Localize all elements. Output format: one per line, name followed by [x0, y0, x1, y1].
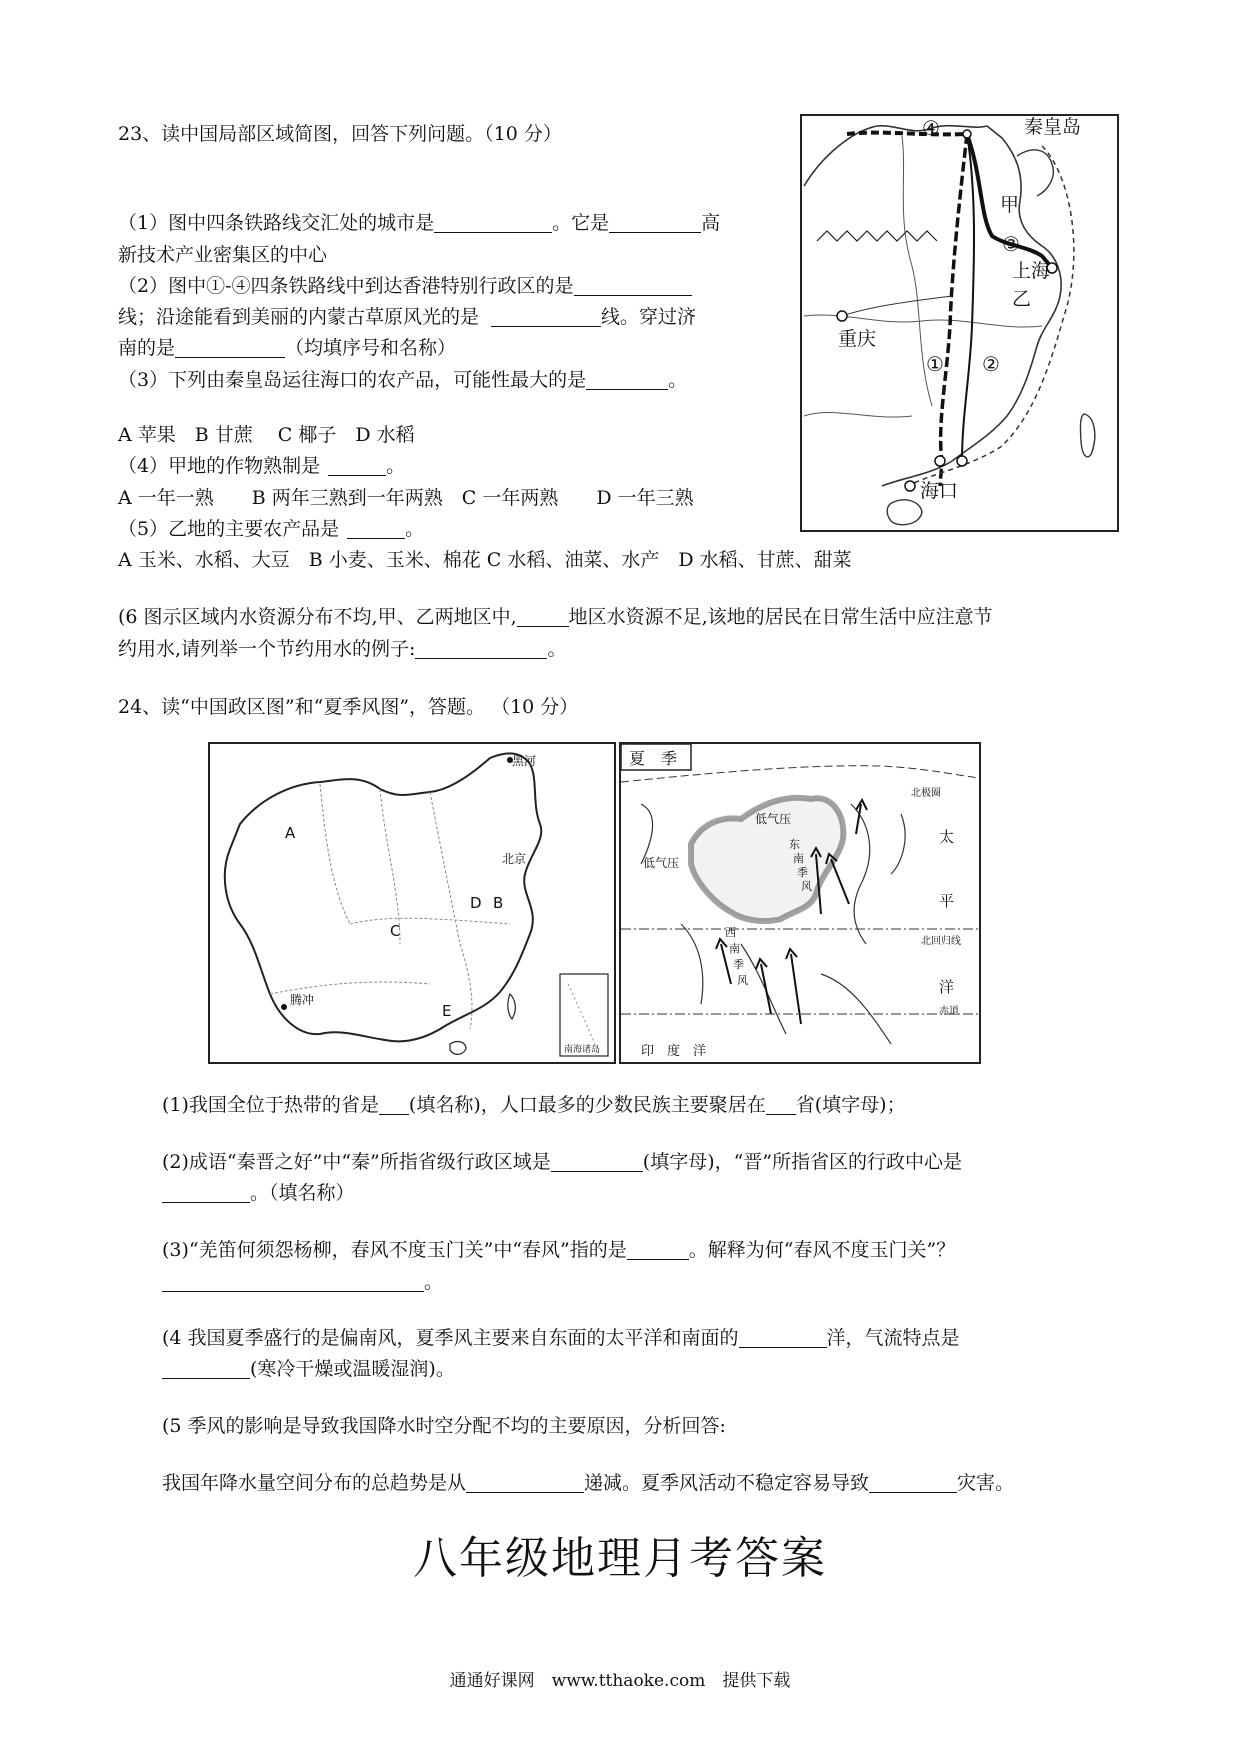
q23-part3 — [118, 366, 687, 394]
q24-part3-line2 — [162, 1268, 443, 1296]
q24-part3-line1 — [162, 1236, 955, 1264]
tengchong-dot — [281, 1004, 287, 1010]
q23-part5-options: A 玉米、水稻、大豆 B 小麦、玉米、棉花 C 水稻、油菜、水产 D 水稻、甘蔗、甜菜 — [118, 549, 852, 571]
q23-part3-options: A 苹果 B 甘蔗 C 椰子 D 水稻 — [118, 424, 415, 446]
label-low-pressure-1: 低气压 — [755, 812, 792, 826]
q24-blank-minority-province[interactable] — [766, 1094, 796, 1115]
great-wall-symbol — [817, 231, 937, 241]
taiwan-outline — [508, 994, 516, 1019]
label-chongqing: 重庆 — [838, 328, 877, 350]
arrow-se-2 — [831, 859, 849, 904]
label-railway-1: ① — [926, 352, 944, 376]
q24-part2-text-b: (填字母)，“晋”所指省区的行政中心是 — [642, 1151, 963, 1173]
taiwan-island — [1080, 414, 1094, 457]
label-railway-3: ③ — [1002, 232, 1020, 256]
label-railway-4: ④ — [922, 116, 940, 140]
railway-branch-chongqing — [842, 296, 952, 316]
q23-blank-zone[interactable] — [609, 212, 701, 233]
label-sw-monsoon-1: 西 — [725, 926, 736, 939]
label-se-monsoon-4: 风 — [801, 880, 812, 893]
city-marker-guangzhou — [935, 456, 945, 466]
q23-header: 23、读中国局部区域简图，回答下列问题。（10 分） — [118, 123, 562, 145]
political-map-drawing — [210, 744, 614, 1062]
label-inset: 南海诸岛 — [564, 1045, 601, 1055]
q23-part6-text-a: (6 图示区域内水资源分布不均,甲、乙两地区中, — [118, 606, 517, 628]
city-marker-kowloon — [957, 456, 967, 466]
q23-part3-text: （3）下列由秦皇岛运往海口的农产品，可能性最大的是 — [118, 369, 587, 391]
liaodong-coast — [1017, 150, 1053, 196]
q24-part2-line1 — [162, 1148, 962, 1176]
label-sw-monsoon-2: 南 — [729, 942, 740, 955]
q24-part3-text-a: (3)“羌笛何须怨杨柳，春风不度玉门关”中“春风”指的是 — [162, 1239, 627, 1261]
q23-blank-product[interactable] — [586, 369, 668, 390]
label-se-monsoon-1: 东 — [789, 838, 800, 851]
label-sw-monsoon-4: 风 — [737, 974, 748, 987]
q23-part6-text-b: 地区水资源不足,该地的居民在日常生活中应注意节 — [568, 606, 993, 628]
hainan-island — [887, 500, 922, 525]
q23-part6-line1 — [118, 603, 993, 631]
q23-part5 — [118, 515, 424, 543]
city-marker-haikou — [905, 481, 915, 491]
q23-blank-hongkong-line[interactable] — [574, 275, 692, 296]
q23-blank-example[interactable] — [415, 638, 547, 659]
label-se-monsoon-2: 南 — [793, 852, 804, 865]
q23-part3-period: 。 — [668, 369, 688, 391]
label-arctic: 北极圈 — [911, 788, 941, 799]
q24-part1-text-a: (1)我国全位于热带的省是 — [162, 1094, 379, 1116]
q24-part4-text-a: (4 我国夏季盛行的是偏南风，夏季风主要来自东面的太平洋和南面的 — [162, 1327, 739, 1349]
q23-part5-period: 。 — [405, 518, 425, 540]
label-indian-ocean: 印 度 洋 — [641, 1044, 707, 1059]
label-shanghai: 上海 — [1012, 260, 1051, 282]
q23-part1-line1 — [118, 209, 720, 237]
page-footer: 通通好课网 www.tthaoke.com 提供下载 — [449, 1671, 791, 1691]
railway-line-4 — [847, 133, 967, 135]
q23-part2-line2 — [118, 303, 696, 331]
monsoon-map — [619, 742, 981, 1064]
label-season: 夏 季 — [629, 749, 678, 768]
arrow-sw-2 — [761, 964, 771, 1014]
label-tengchong: 腾冲 — [290, 993, 315, 1007]
q23-part1-text-a: （1）图中四条铁路线交汇处的城市是 — [118, 212, 435, 234]
q24-blank-qin[interactable] — [551, 1151, 643, 1172]
city-marker-chongqing — [837, 311, 847, 321]
q23-part6-line2 — [118, 635, 566, 663]
label-haikou: 海口 — [920, 480, 959, 502]
q24-part1-text-b: (填名称)，人口最多的少数民族主要聚居在 — [408, 1094, 766, 1116]
q23-part4-text: （4）甲地的作物熟制是 — [118, 455, 321, 477]
label-railway-2: ② — [982, 352, 1000, 376]
q24-blank-spring-wind[interactable] — [627, 1239, 689, 1260]
q23-part2-text-d: 南的是 — [118, 337, 176, 359]
q24-blank-ocean[interactable] — [739, 1327, 827, 1348]
q24-part2-text-a: (2)成语“秦晋之好”中“秦”所指省级行政区域是 — [162, 1151, 551, 1173]
q23-part4-options: A 一年一熟 B 两年三熟到一年两熟 C 一年两熟 D 一年三熟 — [118, 487, 694, 509]
q23-part6-text-c: 约用水,请列举一个节约用水的例子: — [118, 638, 416, 660]
label-pacific-2: 平 — [939, 892, 955, 910]
q23-part5-text: （5）乙地的主要农产品是 — [118, 518, 340, 540]
q23-part2-text-e: （均填序号和名称） — [285, 337, 457, 359]
label-equator: 赤道 — [939, 1006, 959, 1017]
q23-blank-grassland-line[interactable] — [491, 306, 601, 327]
hainan-outline — [450, 1042, 466, 1055]
q24-blank-explanation[interactable] — [162, 1271, 424, 1292]
q23-part2-text-b: 线；沿途能看到美丽的内蒙古草原风光的是 — [118, 306, 480, 328]
label-beijing: 北京 — [502, 852, 527, 866]
political-map — [208, 742, 616, 1064]
label-pacific-1: 太 — [939, 828, 955, 846]
q24-part5: (5 季风的影响是导致我国降水时空分配不均的主要原因，分析回答: — [162, 1415, 726, 1437]
q24-blank-tropical-province[interactable] — [379, 1094, 409, 1115]
label-se-monsoon-3: 季 — [797, 866, 808, 879]
q23-part4 — [118, 452, 405, 480]
q24-part4-text-b: 洋，气流特点是 — [826, 1327, 960, 1349]
q24-blank-disaster[interactable] — [869, 1472, 957, 1493]
railway-line-2 — [962, 134, 974, 461]
q24-part3-text-b: 。解释为何“春风不度玉门关”？ — [688, 1239, 956, 1261]
q23-part1-line2: 新技术产业密集区的中心 — [118, 244, 328, 266]
q24-part6 — [162, 1469, 1014, 1497]
q23-part2-text-a: （2）图中①-④四条铁路线中到达香港特别行政区的是 — [118, 275, 574, 297]
label-province-b: B — [493, 894, 504, 912]
q24-part4-text-c: (寒冷干燥或温暖湿润)。 — [250, 1358, 455, 1380]
label-province-c: C — [390, 922, 401, 940]
sea-route — [912, 146, 1074, 484]
q24-part6-text-b: 递减。夏季风活动不稳定容易导致 — [584, 1472, 870, 1494]
q23-blank-cropping[interactable] — [328, 455, 386, 476]
q24-part3-text-c: 。 — [424, 1271, 444, 1293]
q24-part1-text-c: 省(填字母)； — [795, 1094, 906, 1116]
q24-part6-text-a: 我国年降水量空间分布的总趋势是从 — [162, 1472, 467, 1494]
q24-part1 — [162, 1091, 906, 1119]
label-qinhuangdao: 秦皇岛 — [1024, 116, 1082, 138]
q24-blank-trend[interactable] — [466, 1472, 584, 1493]
q24-part6-text-c: 灾害。 — [957, 1472, 1015, 1494]
label-low-pressure-2: 低气压 — [643, 856, 680, 870]
answer-title: 八年级地理月考答案 — [413, 1533, 827, 1584]
q23-part2-text-c: 线。穿过济 — [601, 306, 697, 328]
q23-blank-jinan-line[interactable] — [175, 337, 285, 358]
label-yi: 乙 — [1012, 288, 1032, 310]
q23-blank-products[interactable] — [347, 518, 405, 539]
q24-part2-line2 — [162, 1179, 355, 1207]
q23-blank-city[interactable] — [434, 212, 552, 233]
q24-part2-text-c: 。（填名称） — [250, 1182, 355, 1204]
q23-part1-text-c: 高 — [701, 212, 721, 234]
label-province-a: A — [285, 824, 296, 842]
railway-map — [800, 114, 1119, 532]
label-tropic: 北回归线 — [921, 936, 961, 947]
q24-blank-airflow[interactable] — [162, 1358, 250, 1379]
q24-blank-jin-capital[interactable] — [162, 1182, 250, 1203]
q24-part4-line1 — [162, 1324, 960, 1352]
q23-part6-period: 。 — [547, 638, 567, 660]
railway-map-drawing — [802, 116, 1117, 530]
label-jia: 甲 — [1000, 194, 1020, 216]
city-marker-beijing — [963, 130, 971, 138]
q24-part4-line2 — [162, 1355, 455, 1383]
label-sw-monsoon-3: 季 — [733, 958, 744, 971]
label-province-e: E — [442, 1002, 452, 1020]
q23-part4-period: 。 — [386, 455, 406, 477]
label-pacific-3: 洋 — [939, 978, 955, 996]
label-province-d: D — [470, 894, 482, 912]
label-heihe: 黑河 — [512, 754, 537, 768]
q23-part1-text-b: 。它是 — [552, 212, 610, 234]
q23-part2-line3 — [118, 334, 456, 362]
q24-header: 24、读“中国政区图”和“夏季风图”，答题。 （10 分） — [118, 696, 579, 718]
q23-part2-line1 — [118, 272, 692, 300]
q23-blank-region[interactable] — [517, 606, 569, 627]
province-border-3 — [804, 412, 912, 417]
